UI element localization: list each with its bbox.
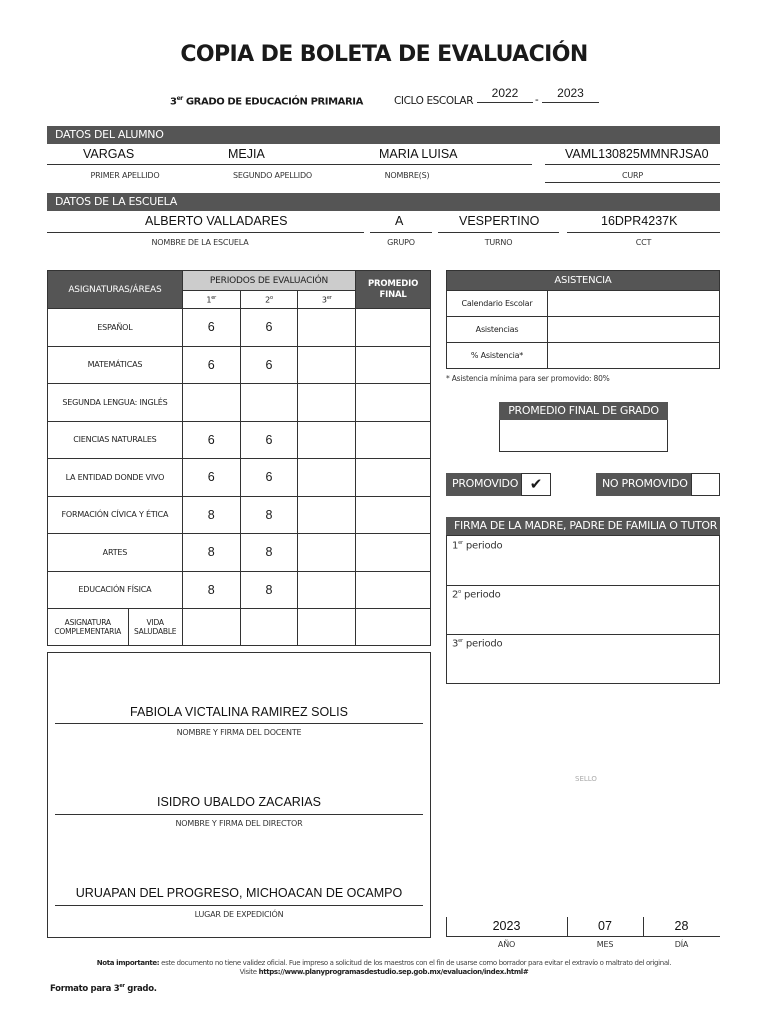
- school-header: DATOS DE LA ESCUELA: [47, 193, 720, 211]
- table-row: [48, 534, 431, 572]
- director-label: NOMBRE Y FIRMA DEL DIRECTOR: [175, 819, 303, 828]
- grade-cell: [240, 609, 298, 646]
- student-line-1: [47, 164, 357, 165]
- cycle-start: 2022: [477, 86, 533, 103]
- grade-cell: [298, 309, 356, 347]
- hdr-p3: 3er: [298, 291, 356, 309]
- subject-cell: SEGUNDA LENGUA: INGLÉS: [48, 384, 183, 422]
- grade-label: 3er GRADO DE EDUCACIÓN PRIMARIA: [170, 95, 363, 108]
- teacher-label: NOMBRE Y FIRMA DEL DOCENTE: [176, 728, 302, 737]
- footer-note: Nota importante: este documento no tiene validez oficial. Fue impreso a solicitud de los maestros con el fin de usarse como borrador para evitar el extravío o maltrato del original.: [96, 959, 672, 967]
- subject-cell: ESPAÑOL: [48, 309, 183, 347]
- student-line-2: [357, 164, 532, 165]
- grade-cell: [298, 571, 356, 609]
- school-turno: VESPERTINO: [459, 214, 540, 228]
- cycle-end: 2023: [542, 86, 599, 103]
- att-calendar-value: [548, 291, 720, 317]
- lbl-curp: CURP: [621, 171, 644, 180]
- att-asistencias-value: [548, 317, 720, 343]
- att-percent-value: [548, 343, 720, 369]
- grade-cell: 6: [240, 459, 298, 497]
- table-row: [48, 346, 431, 384]
- table-row: [48, 459, 431, 497]
- grade-cell: [298, 609, 356, 646]
- date-line: [446, 936, 720, 937]
- school-cct: 16DPR4237K: [601, 214, 678, 228]
- seal-label: SELLO: [575, 775, 597, 783]
- attendance-header: ASISTENCIA: [447, 271, 720, 291]
- final-cell: [356, 571, 431, 609]
- grade-cell: 8: [182, 571, 240, 609]
- check-icon: ✔: [529, 476, 543, 493]
- subject-cell: LA ENTIDAD DONDE VIVO: [48, 459, 183, 497]
- table-row: [48, 609, 431, 646]
- date-day: 28: [674, 919, 689, 933]
- grade-cell: [182, 384, 240, 422]
- grade-cell: [298, 346, 356, 384]
- place: URUAPAN DEL PROGRESO, MICHOACAN DE OCAMPO: [75, 886, 403, 900]
- grade-cell: 6: [182, 459, 240, 497]
- final-grade-box: [499, 420, 668, 452]
- hdr-p2: 2$^o$: [240, 291, 298, 309]
- lbl-school: NOMBRE DE LA ESCUELA: [151, 238, 249, 247]
- final-cell: [356, 496, 431, 534]
- signature-divider-2: [446, 634, 720, 635]
- place-label: LUGAR DE EXPEDICIÓN: [194, 910, 284, 919]
- hdr-subjects: ASIGNATURAS/ÁREAS: [48, 271, 183, 309]
- subject-cell: ARTES: [48, 534, 183, 572]
- hdr-p1: 1er: [182, 291, 240, 309]
- school-line-2: [370, 232, 432, 233]
- date-year: 2023: [492, 919, 521, 933]
- grade-cell: 6: [240, 421, 298, 459]
- promovido-checkbox[interactable]: [521, 473, 551, 496]
- attendance-note: * Asistencia mínima para ser promovido: 80%: [446, 374, 610, 383]
- subject-cell: EDUCACIÓN FÍSICA: [48, 571, 183, 609]
- grade-cell: 6: [182, 346, 240, 384]
- cycle-label: CICLO ESCOLAR: [394, 95, 474, 107]
- promovido-label: PROMOVIDO: [446, 473, 521, 496]
- final-cell: [356, 346, 431, 384]
- hdr-final: PROMEDIO FINAL: [356, 271, 431, 309]
- signature-period-1: 1er periodo: [452, 540, 503, 552]
- table-row: [48, 571, 431, 609]
- school-line-1: [47, 232, 364, 233]
- att-calendar-label: Calendario Escolar: [447, 291, 548, 317]
- format-note: Formato para 3er grado.: [50, 983, 157, 994]
- hdr-periods: PERIODOS DE EVALUACIÓN: [182, 271, 355, 291]
- footer-visit: Visite https://www.planyprogramasdestudio.sep.gob.mx/evaluacion/index.html#: [239, 968, 529, 976]
- subject-cell: CIENCIAS NATURALES: [48, 421, 183, 459]
- grade-cell: 8: [240, 571, 298, 609]
- final-cell: [356, 534, 431, 572]
- comp-label: ASIGNATURA COMPLEMENTARIA: [48, 609, 128, 645]
- signature-box: [446, 535, 720, 684]
- subject-cell: FORMACIÓN CÍVICA Y ÉTICA: [48, 496, 183, 534]
- final-cell: [356, 384, 431, 422]
- final-grade-header: PROMEDIO FINAL DE GRADO: [499, 402, 668, 420]
- grade-cell: 6: [240, 309, 298, 347]
- no-promovido-label: NO PROMOVIDO: [596, 473, 691, 496]
- grade-cell: 6: [182, 421, 240, 459]
- signature-divider-1: [446, 585, 720, 586]
- grade-cell: [298, 421, 356, 459]
- att-percent-label: % Asistencia*: [447, 343, 548, 369]
- grade-cell: [182, 609, 240, 646]
- grade-cell: [298, 534, 356, 572]
- table-row: [48, 496, 431, 534]
- final-cell: [356, 421, 431, 459]
- director-name: ISIDRO UBALDO ZACARIAS: [157, 795, 321, 809]
- grade-cell: [298, 496, 356, 534]
- student-apellido1: VARGAS: [83, 147, 135, 161]
- lbl-grupo: GRUPO: [387, 238, 415, 247]
- grade-cell: 8: [182, 496, 240, 534]
- grade-cell: 6: [182, 309, 240, 347]
- school-line-3: [438, 232, 559, 233]
- school-line-4: [567, 232, 720, 233]
- grade-cell: 8: [240, 534, 298, 572]
- grade-cell: 6: [240, 346, 298, 384]
- page-title: COPIA DE BOLETA DE EVALUACIÓN: [180, 42, 588, 67]
- lbl-nombre: NOMBRE(S): [384, 171, 430, 180]
- complementary-cell: [48, 609, 183, 646]
- grade-cell: [240, 384, 298, 422]
- director-line: [55, 814, 423, 815]
- att-asistencias-label: Asistencias: [447, 317, 548, 343]
- grades-table: [47, 270, 431, 646]
- student-header: DATOS DEL ALUMNO: [47, 126, 720, 144]
- student-line-3: [545, 164, 720, 165]
- student-apellido2: MEJIA: [228, 147, 265, 161]
- place-line: [55, 905, 423, 906]
- final-cell: [356, 459, 431, 497]
- attendance-table: [446, 270, 720, 369]
- table-row: [48, 309, 431, 347]
- grade-cell: [298, 384, 356, 422]
- cycle-dash: -: [535, 94, 539, 106]
- table-row: [48, 421, 431, 459]
- lbl-cct: CCT: [635, 238, 652, 247]
- grade-cell: [298, 459, 356, 497]
- student-line-4: [545, 182, 720, 183]
- visit-link[interactable]: https://www.planyprogramasdestudio.sep.gob.mx/evaluacion/index.html#: [258, 968, 529, 976]
- table-row: [48, 384, 431, 422]
- lbl-apellido2: SEGUNDO APELLIDO: [232, 171, 313, 180]
- grade-cell: 8: [240, 496, 298, 534]
- signature-header: FIRMA DE LA MADRE, PADRE DE FAMILIA O TUTOR: [446, 517, 720, 535]
- subject-cell: MATEMÁTICAS: [48, 346, 183, 384]
- school-grupo: A: [395, 214, 404, 228]
- student-curp: VAML130825MMNRJSA0: [565, 147, 709, 161]
- no-promovido-checkbox[interactable]: [691, 473, 720, 496]
- grade-cell: 8: [182, 534, 240, 572]
- date-month: 07: [598, 919, 612, 933]
- teacher-name: FABIOLA VICTALINA RAMIREZ SOLIS: [130, 705, 348, 719]
- lbl-apellido1: PRIMER APELLIDO: [90, 171, 160, 180]
- lbl-year: AÑO: [497, 940, 516, 949]
- final-cell: [356, 609, 431, 646]
- teacher-line: [55, 723, 423, 724]
- lbl-day: DÍA: [674, 940, 689, 949]
- lbl-turno: TURNO: [484, 238, 513, 247]
- school-nombre: ALBERTO VALLADARES: [145, 214, 288, 228]
- signature-period-2: 2$^o$ periodo: [452, 589, 501, 601]
- student-nombre: MARIA LUISA: [379, 147, 458, 161]
- signature-period-3: 3er periodo: [452, 638, 503, 650]
- comp-value: VIDA SALUDABLE: [133, 618, 177, 636]
- lbl-month: MES: [596, 940, 614, 949]
- final-cell: [356, 309, 431, 347]
